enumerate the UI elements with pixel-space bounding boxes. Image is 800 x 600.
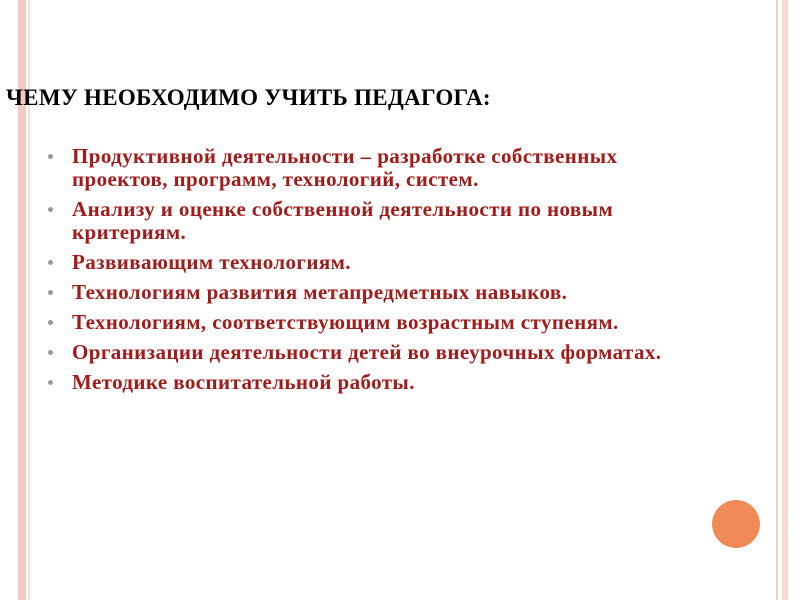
bullet-text: Технологиям развития метапредметных навыков.	[72, 280, 568, 304]
frame-right-inner-line	[782, 0, 788, 600]
frame-right-line	[776, 0, 778, 600]
bullet-dot-icon	[48, 380, 53, 385]
bullet-item	[48, 198, 708, 244]
bullet-item	[48, 311, 708, 334]
accent-circle-decoration	[712, 500, 760, 548]
bullet-dot-icon	[48, 154, 53, 159]
bullet-text: Анализу и оценке собственной деятельности по новым критериям.	[72, 197, 614, 244]
bullet-text: Развивающим технологиям.	[72, 250, 351, 274]
bullet-dot-icon	[48, 260, 53, 265]
bullet-item	[48, 145, 708, 191]
bullet-text: Методике воспитательной работы.	[72, 370, 415, 394]
bullet-dot-icon	[48, 290, 53, 295]
bullet-item	[48, 281, 708, 304]
bullet-text: Продуктивной деятельности – разработке собственных проектов, программ, технологий, систем.	[72, 144, 618, 191]
bullet-text: Технологиям, соответствующим возрастным ступеням.	[72, 310, 619, 334]
bullet-dot-icon	[48, 207, 53, 212]
slide-title: ЧЕМУ НЕОБХОДИМО УЧИТЬ ПЕДАГОГА:	[6, 85, 491, 110]
bullet-list	[48, 145, 708, 401]
bullet-item	[48, 341, 708, 364]
bullet-dot-icon	[48, 350, 53, 355]
bullet-item	[48, 371, 708, 394]
bullet-text: Организации деятельности детей во внеурочных форматах.	[72, 340, 662, 364]
bullet-item	[48, 251, 708, 274]
bullet-dot-icon	[48, 320, 53, 325]
